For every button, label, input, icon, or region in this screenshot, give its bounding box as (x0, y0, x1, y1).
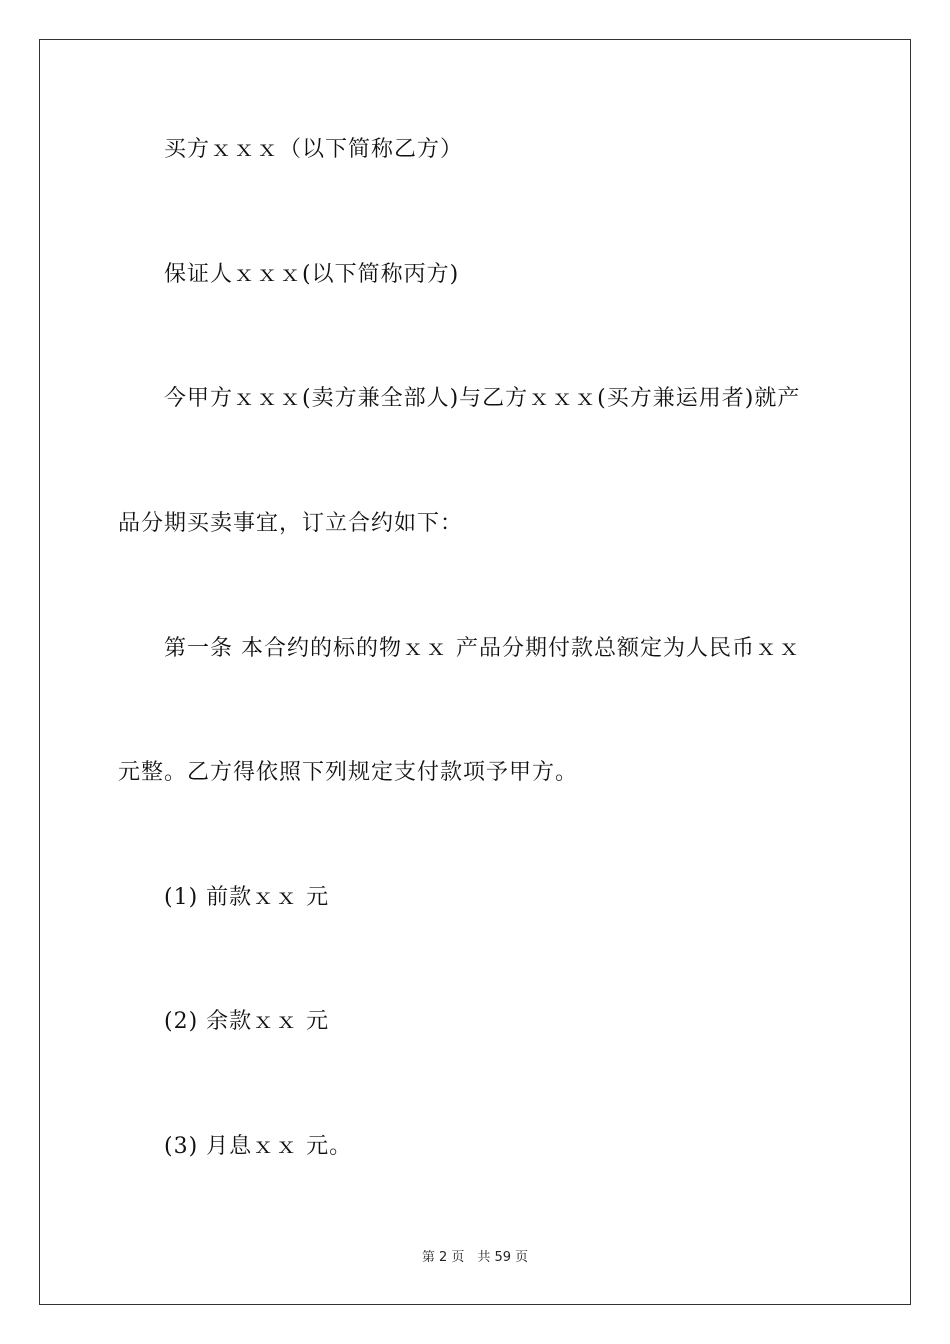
paragraph-guarantor: 保证人ｘｘｘ(以下简称丙方) (164, 262, 460, 287)
paragraph-intro-line2: 品分期买卖事宜，订立合约如下： (118, 511, 464, 536)
list-item-balance: (2) 余款ｘｘ 元 (164, 1009, 330, 1034)
list-item-monthly-interest: (3) 月息ｘｘ 元。 (164, 1134, 353, 1159)
page-number-footer: 第 2 页 共 59 页 (421, 1250, 529, 1265)
paragraph-article1-line2: 元整。乙方得依照下列规定支付款项予甲方。 (118, 760, 579, 785)
list-item-down-payment: (1) 前款ｘｘ 元 (164, 885, 330, 910)
page-border (39, 39, 911, 1305)
paragraph-intro-line1: 今甲方ｘｘｘ(卖方兼全部人)与乙方ｘｘｘ(买方兼运用者)就产 (164, 386, 801, 411)
paragraph-article1-line1: 第一条 本合约的标的物ｘｘ 产品分期付款总额定为人民币ｘｘ (164, 636, 801, 661)
paragraph-buyer: 买方ｘｘｘ（以下简称乙方） (164, 137, 464, 162)
